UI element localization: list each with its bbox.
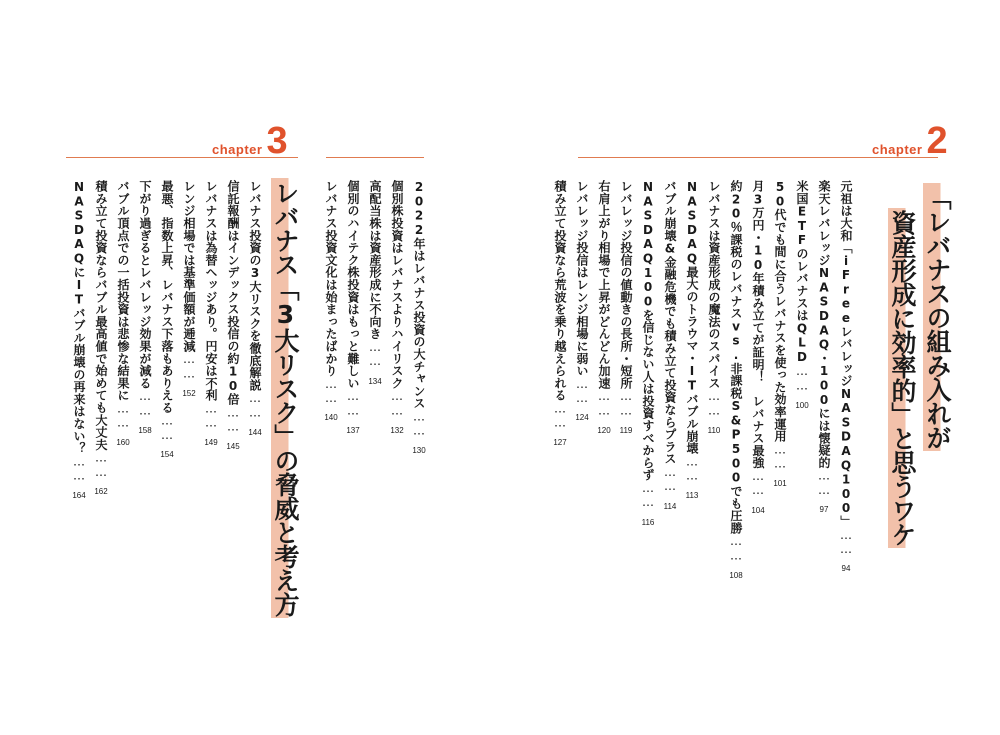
- chapter-2-title-line-1: 「レバナスの組み入れが: [923, 185, 952, 449]
- chapter-2-toc: [553, 180, 857, 587]
- chapter-3-rule-right: [326, 157, 424, 158]
- toc-entry[interactable]: 信託報酬はインデックス投信の約10倍……145: [226, 180, 240, 452]
- toc-entry[interactable]: NASDAQ100を信じない人は投資すべからず……116: [641, 180, 655, 527]
- toc-entry[interactable]: バブル崩壊&金融危機でも積み立て投資ならプラス……114: [663, 180, 677, 511]
- toc-entry[interactable]: レバレッジ投信の値動きの長所・短所……119: [619, 180, 633, 435]
- toc-entry[interactable]: 積み立て投資ならバブル最高値で始めても大丈夫……162: [94, 180, 108, 497]
- chapter-3-number: 3: [266, 120, 288, 162]
- toc-entry[interactable]: レバレッジ投信はレンジ相場に弱い……124: [575, 180, 589, 423]
- toc-entry[interactable]: 高配当株は資産形成に不向き……134: [368, 180, 382, 386]
- chapter-3-heading: [212, 120, 288, 162]
- toc-entry[interactable]: 積み立て投資なら荒波を乗り越えられる……127: [553, 180, 567, 448]
- toc-entry[interactable]: 米国ETFのレバナスはQLD……100: [795, 180, 809, 410]
- toc-entry[interactable]: レバナスは為替ヘッジあり。円安は不利……149: [204, 180, 218, 448]
- toc-entry[interactable]: レバナス投資文化は始まったばかり……140: [324, 180, 338, 423]
- chapter-2-number: 2: [926, 120, 948, 162]
- toc-entry[interactable]: NASDAQにITバブル崩壊の再来はない？……164: [72, 180, 86, 500]
- chapter-2-word: chapter: [872, 142, 923, 157]
- toc-entry[interactable]: 2022年はレバナス投資の大チャンス……130: [412, 180, 426, 456]
- toc-entry[interactable]: 個別株投資はレバナスよりハイリスク……132: [390, 180, 404, 435]
- toc-entry[interactable]: 元祖は大和「iFreeレバレッジNASDAQ100」……94: [839, 180, 853, 574]
- chapter-3-word: chapter: [212, 142, 263, 157]
- toc-entry[interactable]: 右肩上がり相場で上昇がどんどん加速……120: [597, 180, 611, 435]
- toc-entry[interactable]: 50代でも間に合うレバナスを使った効率運用……101: [773, 180, 787, 488]
- chapter-2-heading: [872, 120, 948, 162]
- toc-entry[interactable]: 個別のハイテク株投資はもっと難しい……137: [346, 180, 360, 435]
- chapter-3-toc-group-1: [318, 180, 430, 462]
- toc-entry[interactable]: バブル頂点での一括投資は悲惨な結果に……160: [116, 180, 130, 448]
- toc-entry[interactable]: 下がり過ぎるとレバレッジ効果が減る……158: [138, 180, 152, 435]
- toc-entry[interactable]: NASDAQ最大のトラウマ・ITバブル崩壊……113: [685, 180, 699, 500]
- toc-entry[interactable]: レバナス投資の3大リスクを徹底解説……144: [248, 180, 262, 437]
- toc-entry[interactable]: レンジ相場では基準価額が逓減……152: [182, 180, 196, 398]
- chapter-2-title-line-2: 資産形成に効率的」と思うワケ: [888, 210, 917, 546]
- chapter-3-title: レバナス「3大リスク」の脅威と考え方: [271, 180, 300, 616]
- toc-entry[interactable]: 約20％課税のレバナスvs.非課税S&P500でも圧勝……108: [729, 180, 743, 580]
- toc-entry[interactable]: 楽天レバレッジNASDAQ・100には懐疑的……97: [817, 180, 831, 515]
- toc-entry[interactable]: レバナスは資産形成の魔法のスパイス……110: [707, 180, 721, 435]
- toc-entry[interactable]: 最悪、指数上昇、レバナス下落もありえる……154: [160, 180, 174, 460]
- chapter-3-toc-group-2: [66, 180, 266, 507]
- toc-entry[interactable]: 月3万円・10年積み立てが証明！ レバナス最強……104: [751, 180, 765, 515]
